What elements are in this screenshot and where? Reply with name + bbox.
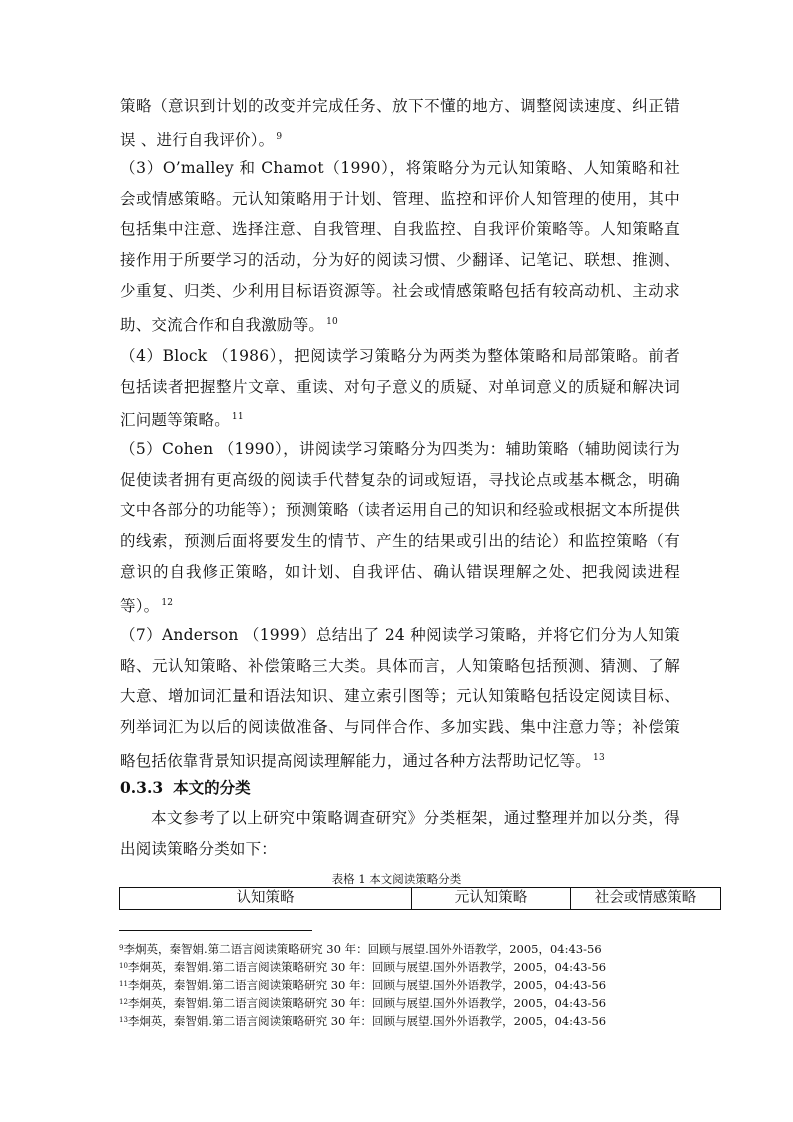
footnotes (119, 940, 719, 1030)
table-header-cell: 认知策略 (120, 888, 412, 910)
table-header-cell: 社会或情感策略 (571, 888, 721, 910)
paragraph-omalley-chamot (120, 153, 680, 340)
paragraph-cohen (120, 434, 680, 621)
table-caption: 表格 1 本文阅读策略分类 (331, 872, 462, 886)
footnote-mark: 13 (119, 1016, 128, 1024)
paragraph-text: （7）Anderson （1999）总结出了 24 种阅读学习策略，并将它们分为人知策略、元认知策略、补偿策略三大类。具体而言，人知策略包括预测、猜测、了解大意、增加词汇量和语法知识、建立索引图等；元认知策略包括设定阅读目标、列举词汇为以后的阅读做准备、与同伴合作、多加实践、集中注意力等；补偿策略包括依靠背景知识提高阅读理解能力，通过各种方法帮助记忆等。 (120, 626, 680, 770)
paragraph-text: （3）O’malley 和 Chamot（1990），将策略分为元认知策略、人知策略和社会或情感策略。元认知策略用于计划、管理、监控和评价人知管理的使用，其中包括集中注意、选择注意、自我管理、自我监控、自我评价策略等。人知策略直接作用于所要学习的活动，分为好的阅读习惯、少翻译、记笔记、联想、推测、少重复、归类、少利用目标语资源等。社会或情感策略包括有较高动机、主动求助、交流合作和自我激励等。 (120, 159, 680, 334)
footnote-ref: 13 (593, 752, 605, 763)
footnote-mark: 10 (119, 962, 128, 970)
footnote (119, 976, 719, 994)
paragraph-anderson (120, 620, 680, 777)
footnote-ref: 12 (161, 597, 174, 608)
footnote-text: 李炯英，秦智娟.第二语言阅读策略研究 30 年：回顾与展望.国外外语教学，2005，04:43-56 (127, 960, 607, 974)
footnote-mark: 12 (119, 998, 128, 1006)
intro-paragraph: 本文参考了以上研究中策略调查研究》分类框架，通过整理并加以分类，得出阅读策略分类如下： (120, 809, 680, 858)
paragraph-text: （5）Cohen （1990），讲阅读学习策略分为四类为：辅助策略（辅助阅读行为促使读者拥有更高级的阅读手代替复杂的词或短语，寻找论点或基本概念，明确文中各部分的功能等）；预测策略（读者运用自己的知识和经验或根据文本所提供的线索，预测后面将要发生的情节、产生的结果或引出的结论）和监控策略（有意识的自我修正策略，如计划、自我评估、确认错误理解之处、把我阅读进程等）。 (120, 440, 680, 615)
footnote-separator (119, 930, 312, 931)
section-number: 0.3.3 (120, 778, 164, 797)
footnote (119, 940, 719, 958)
strategy-table (119, 887, 721, 910)
paragraph-text: 策略（意识到计划的改变并完成任务、放下不懂的地方、调整阅读速度、纠正错误 、进行自我评价）。 (120, 97, 680, 149)
footnote-ref: 10 (326, 316, 338, 327)
footnote (119, 1012, 719, 1030)
table-header-row (120, 888, 721, 910)
paragraph-text: （4）Block （1986），把阅读学习策略分为两类为整体策略和局部策略。前者包括读者把握整片文章、重读、对句子意义的质疑、对单词意义的质疑和解决词汇问题等策略。 (120, 347, 680, 430)
footnote-ref: 11 (231, 412, 244, 423)
footnote-mark: 9 (119, 944, 124, 952)
footnote-ref: 9 (276, 131, 283, 142)
footnote-text: 李炯英，秦智娟.第二语言阅读策略研究 30 年：回顾与展望.国外外语教学，2005，04:43-56 (127, 978, 607, 992)
section-title: 本文的分类 (173, 778, 251, 797)
footnote-text: 李炯英，秦智娟.第二语言阅读策略研究 30 年：回顾与展望.国外外语教学，2005，04:43-56 (123, 942, 602, 956)
footnote-mark: 11 (119, 980, 128, 988)
paragraph-continuation (120, 91, 680, 155)
footnote-text: 李炯英，秦智娟.第二语言阅读策略研究 30 年：回顾与展望.国外外语教学，2005，04:43-56 (127, 996, 607, 1010)
footnote-text: 李炯英，秦智娟.第二语言阅读策略研究 30 年：回顾与展望.国外外语教学，2005，04:43-56 (127, 1014, 607, 1028)
footnote (119, 994, 719, 1012)
section-heading (120, 773, 251, 803)
paragraph-block (120, 341, 680, 436)
table-header-cell: 元认知策略 (412, 888, 571, 910)
footnote (119, 958, 719, 976)
